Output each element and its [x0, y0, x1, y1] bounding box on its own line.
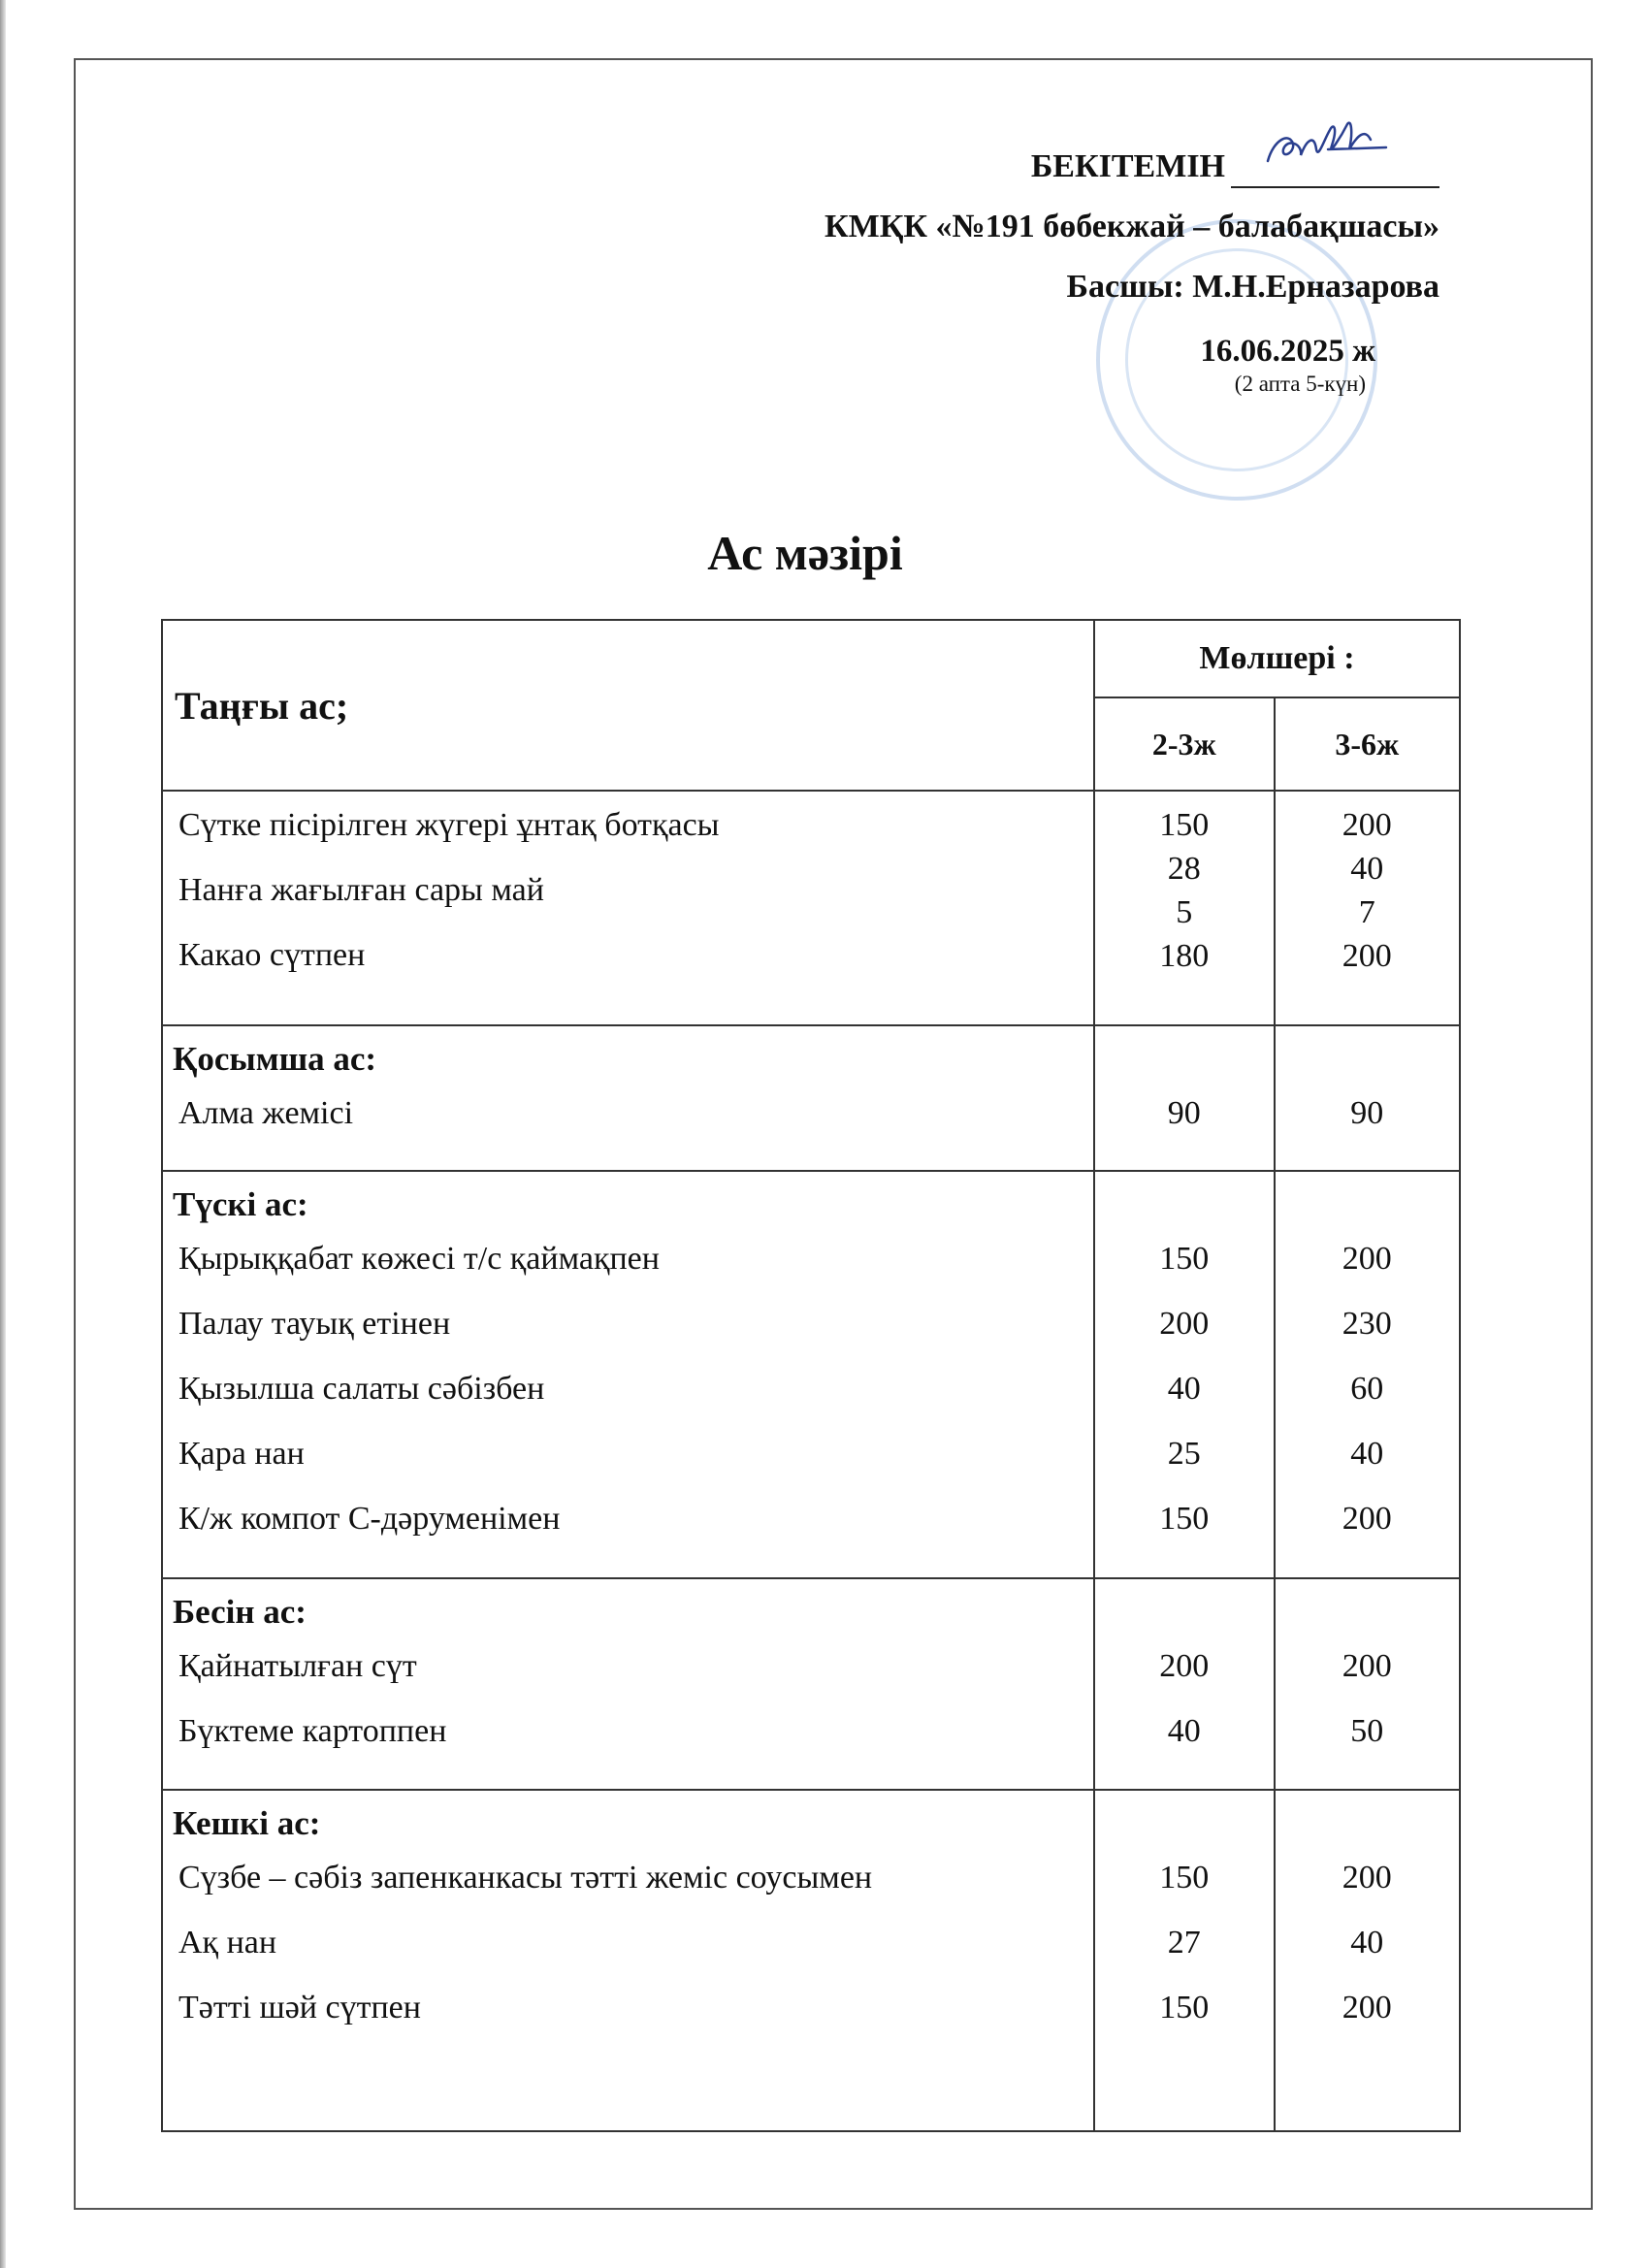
- list-item: Палау тауық етінен: [178, 1306, 451, 1342]
- afternoon-col-3-6: [1275, 1578, 1461, 1790]
- quantity-value: 150: [1159, 1990, 1210, 2025]
- breakfast-header: Таңғы ас;: [162, 620, 1094, 791]
- snack-section: [162, 1025, 1460, 1171]
- quantity-value: 200: [1342, 1990, 1392, 2025]
- age-group-3-6: 3-6ж: [1275, 697, 1461, 791]
- approve-label: БЕКІТЕМІН: [1030, 148, 1225, 184]
- quantity-value: 50: [1350, 1713, 1384, 1749]
- quantity-value: 200: [1342, 1648, 1392, 1684]
- quantity-value: 7: [1358, 894, 1375, 930]
- quantity-value: 200: [1342, 1241, 1392, 1277]
- signature-line: [1231, 144, 1439, 188]
- lunch-col-3-6: [1275, 1171, 1461, 1578]
- list-item: Бүктеме картоппен: [178, 1713, 447, 1749]
- quantity-value: 40: [1167, 1371, 1201, 1407]
- list-item: К/ж компот С-дәруменімен: [178, 1501, 561, 1537]
- breakfast-col-2-3: [1094, 791, 1275, 1025]
- snack-col-2-3: [1094, 1025, 1275, 1171]
- dinner-items: [162, 1790, 1094, 2131]
- organization-name: КМҚК «№191 бөбекжай – балабақшасы»: [824, 209, 1439, 244]
- week-day-note: (2 апта 5-күн): [1234, 372, 1366, 396]
- lunch-section: [162, 1171, 1460, 1578]
- quantity-value: 200: [1342, 807, 1392, 843]
- quantity-value: 200: [1342, 938, 1392, 974]
- list-item: Ақ нан: [178, 1925, 277, 1960]
- afternoon-col-2-3: [1094, 1578, 1275, 1790]
- quantity-value: 5: [1176, 894, 1193, 930]
- list-item: Сүзбе – сәбіз запенканкасы тәтті жеміс соусымен: [178, 1860, 873, 1895]
- afternoon-snack-section: [162, 1578, 1460, 1790]
- table-header-row: [162, 620, 1460, 697]
- list-item: Қайнатылған сүт: [178, 1648, 417, 1684]
- snack-items: [162, 1025, 1094, 1171]
- breakfast-items: [162, 791, 1094, 1025]
- lunch-col-2-3: [1094, 1171, 1275, 1578]
- quantity-value: 150: [1159, 1860, 1210, 1895]
- quantity-value: 90: [1350, 1095, 1384, 1131]
- lunch-items: [162, 1171, 1094, 1578]
- section-label: Қосымша ас:: [173, 1040, 377, 1078]
- breakfast-section: [162, 791, 1460, 1025]
- quantity-value: 40: [1350, 1436, 1384, 1472]
- list-item: Қырыққабат көжесі т/с қаймақпен: [178, 1241, 660, 1277]
- quantity-value: 40: [1350, 1925, 1384, 1960]
- list-item: Тәтті шәй сүтпен: [178, 1990, 421, 2025]
- quantity-value: 180: [1159, 938, 1210, 974]
- quantity-value: 25: [1167, 1436, 1201, 1472]
- quantity-value: 200: [1159, 1648, 1210, 1684]
- section-label: Кешкі ас:: [173, 1804, 321, 1842]
- quantity-value: 90: [1167, 1095, 1201, 1131]
- list-item: Қызылша салаты сәбізбен: [178, 1371, 545, 1407]
- approval-header: [566, 136, 1439, 398]
- quantity-value: 40: [1167, 1713, 1201, 1749]
- quantity-value: 150: [1159, 1501, 1210, 1537]
- approve-line: [566, 136, 1439, 188]
- head-name: Басшы: М.Н.Ерназарова: [1066, 269, 1439, 305]
- section-label: Түскі ас:: [173, 1185, 308, 1223]
- dinner-col-2-3: [1094, 1790, 1275, 2131]
- quantity-value: 40: [1350, 851, 1384, 887]
- quantity-value: 150: [1159, 807, 1210, 843]
- quantity-value: 27: [1167, 1925, 1201, 1960]
- quantity-value: 230: [1342, 1306, 1392, 1342]
- list-item: Сүтке пісірілген жүгері ұнтақ ботқасы: [178, 807, 720, 843]
- dinner-col-3-6: [1275, 1790, 1461, 2131]
- quantity-value: 28: [1167, 851, 1201, 887]
- breakfast-col-3-6: [1275, 791, 1461, 1025]
- date-block: [566, 332, 1439, 398]
- quantity-value: 150: [1159, 1241, 1210, 1277]
- quantity-value: 200: [1342, 1860, 1392, 1895]
- dinner-section: [162, 1790, 1460, 2131]
- menu-table: [161, 619, 1461, 2132]
- quantity-value: 200: [1342, 1501, 1392, 1537]
- afternoon-items: [162, 1578, 1094, 1790]
- quantity-value: 200: [1159, 1306, 1210, 1342]
- quantity-value: 60: [1350, 1371, 1384, 1407]
- age-group-2-3: 2-3ж: [1094, 697, 1275, 791]
- quantity-header: Мөлшері :: [1094, 620, 1460, 697]
- snack-col-3-6: [1275, 1025, 1461, 1171]
- scan-edge: [0, 0, 6, 2268]
- list-item: Алма жемісі: [178, 1095, 354, 1131]
- list-item: Нанға жағылған сары май: [178, 872, 544, 908]
- list-item: Какао сүтпен: [178, 937, 366, 973]
- menu-date: 16.06.2025 ж: [1200, 334, 1375, 369]
- list-item: Қара нан: [178, 1436, 305, 1472]
- section-label: Бесін ас:: [173, 1593, 307, 1631]
- page-title: Ас мәзірі: [707, 526, 903, 580]
- signature-icon: [1260, 111, 1406, 178]
